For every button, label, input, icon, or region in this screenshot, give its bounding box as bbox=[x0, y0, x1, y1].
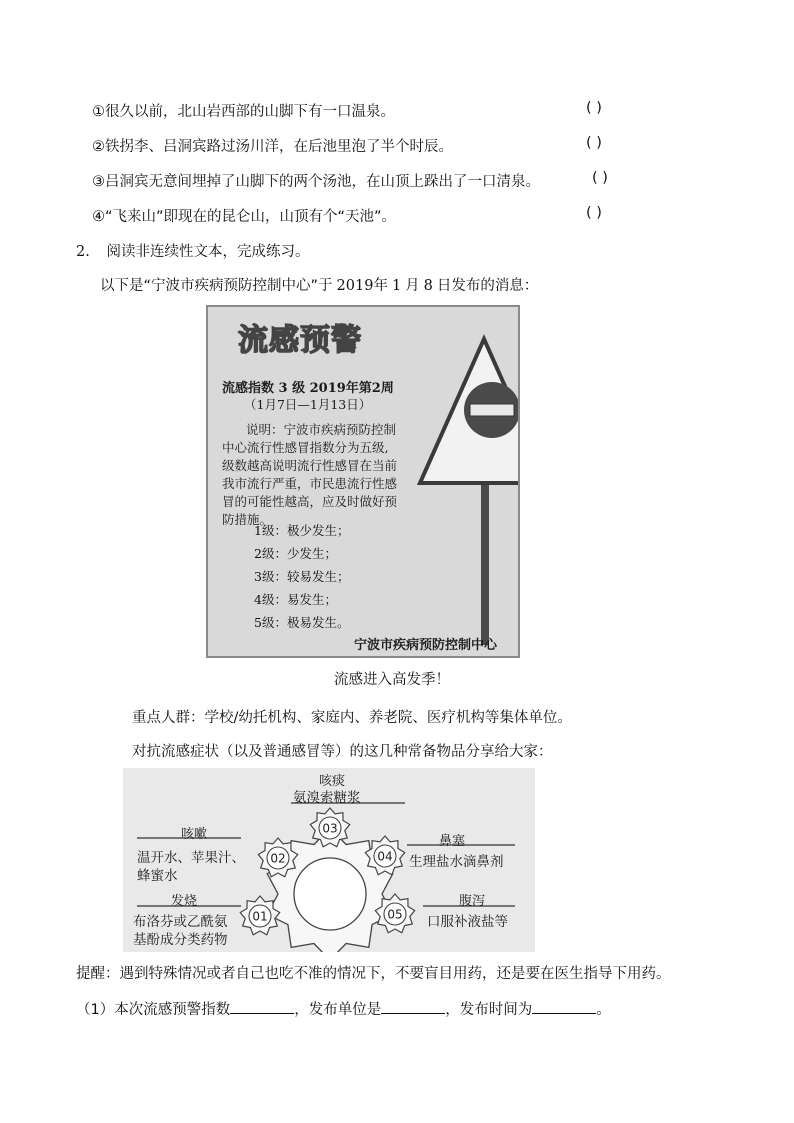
poster-desc-5: 冒的可能性越高，应及时做好预 bbox=[222, 494, 398, 509]
judgment-2: ②铁拐李、吕洞宾路过汤川洋，在后池里泡了半个时辰。 bbox=[92, 139, 453, 155]
judgment-4: ④“飞来山”即现在的昆仑山，山顶有个“天池”。 bbox=[92, 209, 397, 225]
poster-level-5: 5级：极易发生。 bbox=[254, 615, 350, 630]
intro-month-unit: 月 bbox=[405, 278, 420, 294]
remedy-02-line2: 蜂蜜水 bbox=[137, 868, 178, 884]
blank-publisher[interactable] bbox=[381, 999, 445, 1014]
remedy-01-line1: 布洛芬或乙酰氨 bbox=[133, 914, 228, 930]
subq1-label: （1）本次流感预警指数 bbox=[76, 1002, 231, 1018]
judgment-2-answer[interactable]: ( ) bbox=[586, 135, 602, 151]
question-number: 2. bbox=[76, 244, 90, 260]
gear-number: 05 bbox=[387, 907, 403, 922]
symptom-01: 发烧 bbox=[171, 894, 198, 909]
intro-prefix: 以下是“宁波市疾病预防控制中心”于 bbox=[100, 278, 333, 294]
poster-desc-6: 防措施。 bbox=[222, 512, 273, 527]
no-entry-bar bbox=[470, 404, 514, 416]
gear-number: 04 bbox=[377, 849, 393, 864]
poster-index-line: 流感指数 3 级 2019年第2周 bbox=[222, 381, 394, 396]
question-instruction: 阅读非连续性文本，完成练习。 bbox=[106, 244, 310, 260]
poster-level-1: 1级：极少发生； bbox=[254, 523, 350, 538]
poster-footer: 宁波市疾病预防控制中心 bbox=[354, 638, 498, 653]
poster-level-2: 2级：少发生； bbox=[254, 546, 337, 561]
remedy-02-line1: 温开水、苹果汁、 bbox=[137, 850, 245, 866]
blank-date[interactable] bbox=[532, 999, 596, 1014]
intro-year-unit: 年 bbox=[373, 278, 388, 294]
reminder: 提醒：遇到特殊情况或者自己也吃不准的情况下，不要盲目用药，还是要在医生指导下用药。 bbox=[76, 966, 671, 982]
remedy-01-line2: 基酚成分类药物 bbox=[133, 932, 228, 948]
poster-date-range: （1月7日—1月13日） bbox=[244, 397, 372, 412]
flu-warning-poster bbox=[206, 305, 520, 658]
poster-desc-3: 级数越高说明流行性感冒在当前 bbox=[222, 458, 398, 473]
judgment-1-answer[interactable]: ( ) bbox=[586, 100, 602, 116]
poster-title: 流感预警 bbox=[238, 323, 362, 358]
remedy-03: 氨溴索糖浆 bbox=[293, 790, 361, 806]
gear-number: 03 bbox=[322, 821, 338, 836]
intro-suffix: 日发布的消息： bbox=[436, 278, 539, 294]
intro-day: 8 bbox=[423, 278, 433, 294]
gear-03 bbox=[310, 808, 349, 847]
symptom-02: 咳嗽 bbox=[181, 827, 208, 842]
poster-desc-2: 中心流行性感冒指数分为五级, bbox=[222, 440, 389, 455]
poster-level-3: 3级：较易发生； bbox=[254, 569, 350, 584]
poster-desc-1: 说明：宁波市疾病预防控制 bbox=[246, 422, 397, 437]
subq1-mid1: ，发布单位是 bbox=[294, 1002, 382, 1018]
poster-desc-4: 我市流行严重，市民患流行性感 bbox=[222, 476, 398, 491]
subquestion-1 bbox=[76, 998, 611, 1019]
judgment-4-answer[interactable]: ( ) bbox=[586, 205, 602, 221]
key-groups: 重点人群：学校/幼托机构、家庭内、养老院、医疗机构等集体单位。 bbox=[132, 710, 572, 726]
items-intro: 对抗流感症状（以及普通感冒等）的这几种常备物品分享给大家： bbox=[132, 744, 553, 760]
remedies-diagram bbox=[123, 768, 535, 952]
judgment-3-answer[interactable]: ( ) bbox=[592, 170, 608, 186]
poster-level-4: 4级：易发生； bbox=[254, 592, 337, 607]
intro-year: 2019 bbox=[336, 278, 374, 294]
poster-caption: 流感进入高发季！ bbox=[334, 672, 450, 688]
symptom-04: 鼻塞 bbox=[439, 834, 466, 849]
poster-levels bbox=[254, 519, 349, 634]
remedy-05: 口服补液盐等 bbox=[427, 914, 508, 930]
subq1-mid2: ，发布时间为 bbox=[445, 1002, 533, 1018]
remedy-04: 生理盐水滴鼻剂 bbox=[409, 854, 504, 870]
gear-number: 02 bbox=[270, 851, 286, 866]
symptom-05: 腹泻 bbox=[459, 894, 486, 909]
judgment-3: ③吕洞宾无意间埋掉了山脚下的两个汤池，在山顶上跺出了一口清泉。 bbox=[92, 174, 540, 190]
subq1-end: 。 bbox=[596, 1002, 611, 1018]
question-2-intro bbox=[100, 274, 538, 295]
intro-month: 1 bbox=[391, 278, 402, 294]
sign-pole bbox=[481, 475, 489, 645]
gear-number: 01 bbox=[252, 909, 268, 924]
blank-index[interactable] bbox=[230, 999, 294, 1014]
judgment-1: ①很久以前，北山岩西部的山脚下有一口温泉。 bbox=[92, 104, 395, 120]
symptom-03: 咳痰 bbox=[319, 774, 346, 789]
question-2-header bbox=[76, 240, 309, 261]
